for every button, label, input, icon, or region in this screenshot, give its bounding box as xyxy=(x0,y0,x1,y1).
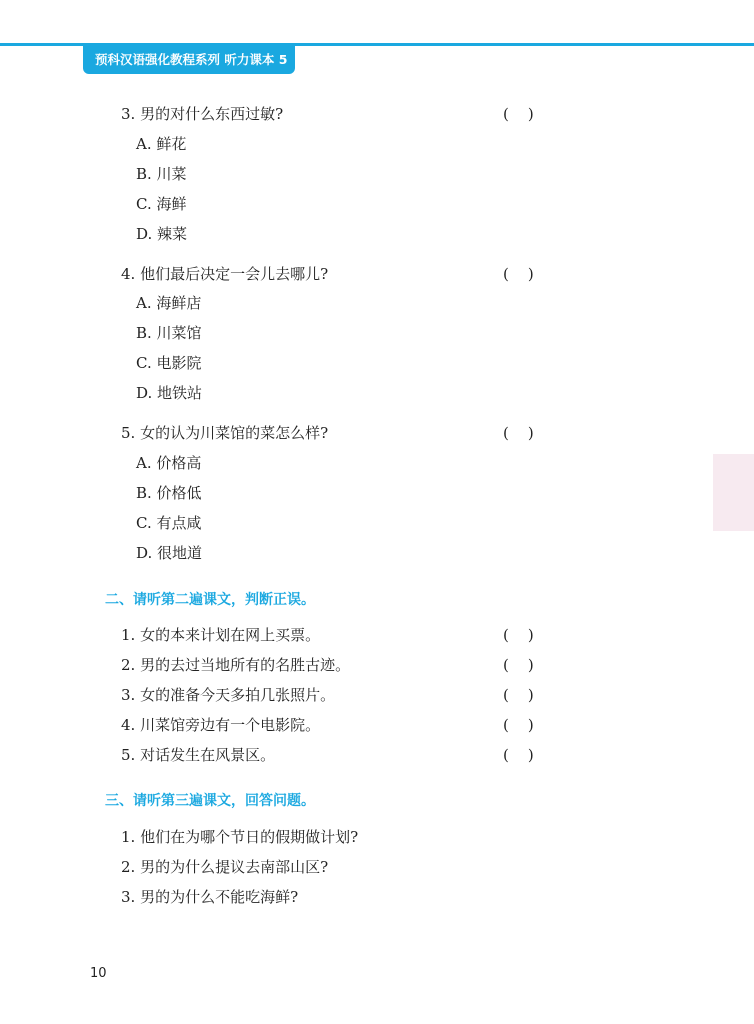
option-q3-a: A. 鲜花 xyxy=(136,135,187,153)
option-q3-c: C. 海鲜 xyxy=(136,195,187,213)
judgment-blank-2: ( ) xyxy=(503,656,534,674)
open-question-1: 1. 他们在为哪个节日的假期做计划? xyxy=(121,828,359,846)
option-q4-c: C. 电影院 xyxy=(136,354,202,372)
open-question-2: 2. 男的为什么提议去南部山区? xyxy=(121,858,329,876)
chapter-side-tab xyxy=(713,454,754,531)
judgment-blank-4: ( ) xyxy=(503,716,534,734)
judgment-blank-3: ( ) xyxy=(503,686,534,704)
option-q5-c: C. 有点咸 xyxy=(136,514,202,532)
answer-blank-q3: ( ) xyxy=(503,105,534,123)
option-q5-a: A. 价格高 xyxy=(136,454,202,472)
page-number: 10 xyxy=(90,966,107,981)
option-q5-d: D. 很地道 xyxy=(136,544,203,562)
option-q4-d: D. 地铁站 xyxy=(136,384,203,402)
judgment-blank-1: ( ) xyxy=(503,626,534,644)
judgment-item-4: 4. 川菜馆旁边有一个电影院。 xyxy=(121,716,321,734)
option-q3-b: B. 川菜 xyxy=(136,165,187,183)
judgment-item-1: 1. 女的本来计划在网上买票。 xyxy=(121,626,321,644)
option-q5-b: B. 价格低 xyxy=(136,484,202,502)
judgment-item-2: 2. 男的去过当地所有的名胜古迹。 xyxy=(121,656,351,674)
question-3: 3. 男的对什么东西过敏? xyxy=(121,105,284,123)
section-3-title: 三、请听第三遍课文，回答问题。 xyxy=(105,793,315,809)
judgment-blank-5: ( ) xyxy=(503,746,534,764)
open-question-3: 3. 男的为什么不能吃海鲜? xyxy=(121,888,299,906)
judgment-item-5: 5. 对话发生在风景区。 xyxy=(121,746,276,764)
answer-blank-q4: ( ) xyxy=(503,265,534,283)
option-q3-d: D. 辣菜 xyxy=(136,225,188,243)
option-q4-a: A. 海鲜店 xyxy=(136,294,202,312)
answer-blank-q5: ( ) xyxy=(503,424,534,442)
judgment-item-3: 3. 女的准备今天多拍几张照片。 xyxy=(121,686,336,704)
question-4: 4. 他们最后决定一会儿去哪儿? xyxy=(121,265,329,283)
section-2-title: 二、请听第二遍课文，判断正误。 xyxy=(105,592,315,608)
option-q4-b: B. 川菜馆 xyxy=(136,324,202,342)
question-5: 5. 女的认为川菜馆的菜怎么样? xyxy=(121,424,329,442)
book-series-header: 预科汉语强化教程系列 听力课本 5 xyxy=(83,46,295,74)
